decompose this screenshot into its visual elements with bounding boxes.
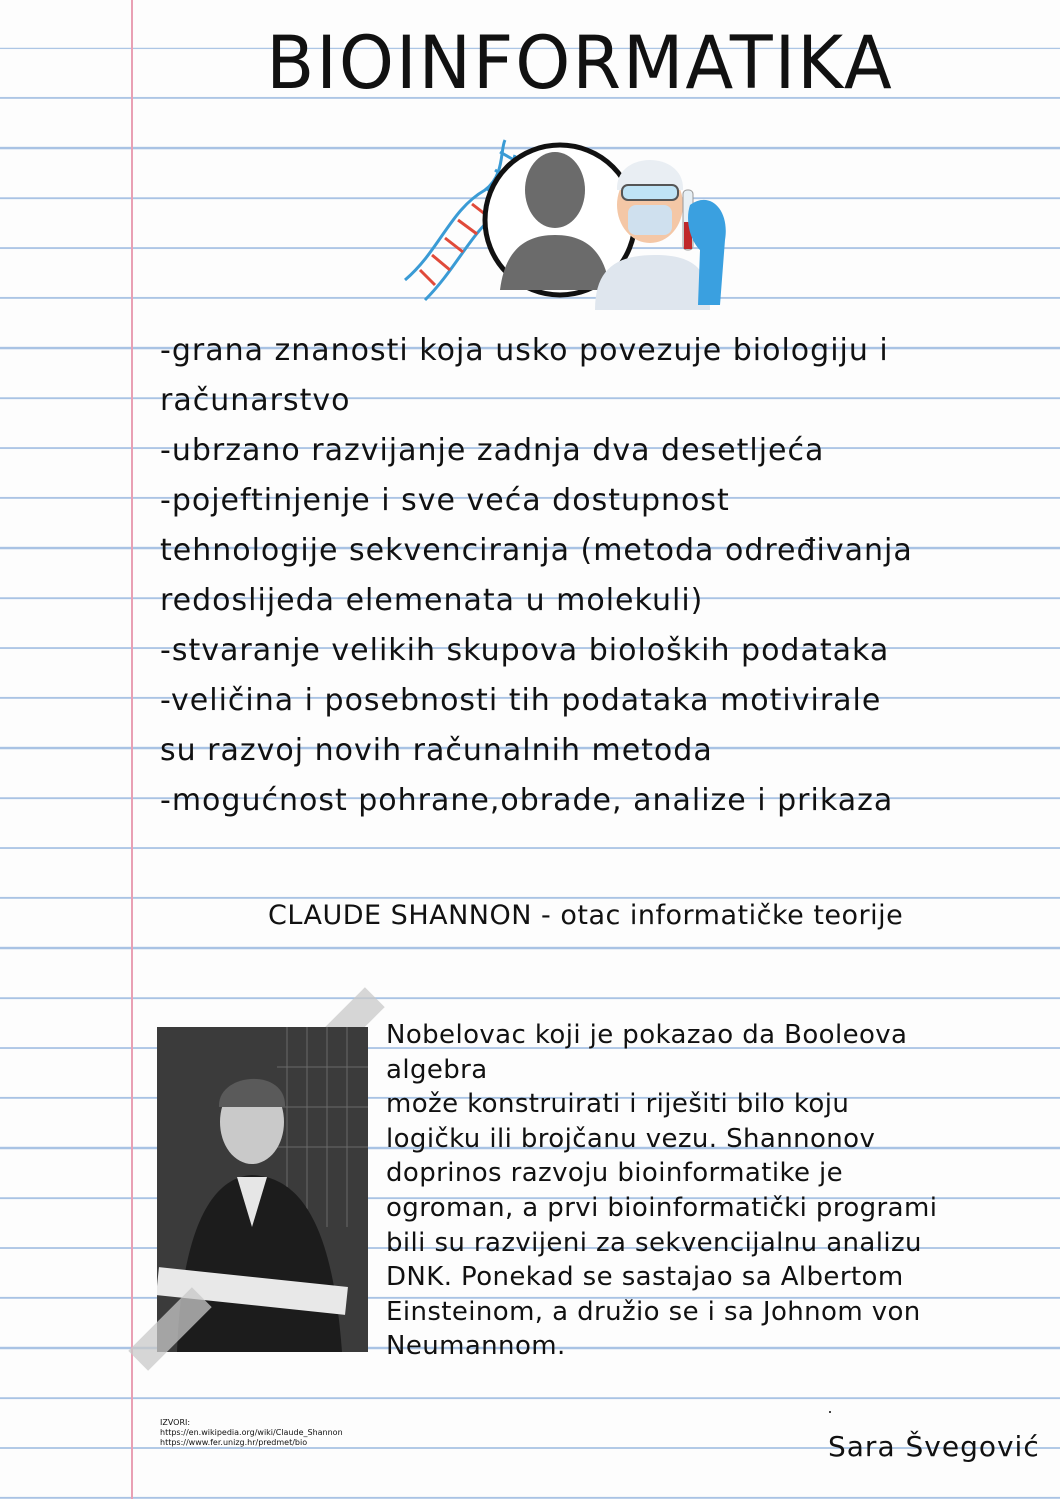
bio-line: logičku ili brojčanu vezu. Shannonov — [386, 1123, 876, 1154]
photo-frame — [120, 995, 380, 1385]
bio-line: bili su razvijeni za sekvencijalnu analizu — [386, 1227, 922, 1258]
bio-line: Einsteinom, a družio se i sa Johnom von — [386, 1296, 921, 1327]
bio-line: Nobelovac koji je pokazao da Booleova — [386, 1020, 908, 1050]
bio-line: može konstruirati i riješiti bilo koju — [386, 1089, 850, 1120]
bullet-line: -mogućnost pohrane,obrade, analize i prikaza — [160, 783, 894, 818]
bullet-line: -veličina i posebnosti tih podataka motivirale — [160, 683, 882, 718]
scientist-illustration-icon — [400, 130, 740, 310]
shannon-bio — [386, 1018, 1016, 1364]
bullet-line: računarstvo — [160, 383, 351, 418]
sources-heading: IZVORI: — [160, 1418, 191, 1427]
bio-line: DNK. Ponekad se sastajao sa Albertom — [386, 1262, 904, 1293]
bullet-line: tehnologije sekvenciranja (metoda određivanja — [160, 533, 913, 568]
bio-line: doprinos razvoju bioinformatike je — [386, 1158, 844, 1189]
section-heading: CLAUDE SHANNON - otac informatičke teorije — [268, 900, 904, 931]
bio-line: ogroman, a prvi bioinformatički programi — [386, 1192, 938, 1223]
page-title: BIOINFORMATIKA — [266, 19, 894, 107]
bullet-line: -ubrzano razvijanje zadnja dva desetljeća — [160, 433, 825, 468]
ink-dot — [829, 1411, 831, 1413]
bullet-line: -pojeftinjenje i sve veća dostupnost — [160, 483, 730, 518]
bullet-line: -stvaranje velikih skupova bioloških podataka — [160, 633, 890, 668]
bio-line: Neumannom. — [386, 1331, 566, 1362]
bullet-list — [160, 326, 1020, 826]
hero-illustration — [400, 130, 740, 310]
bullet-line: su razvoj novih računalnih metoda — [160, 733, 713, 768]
bullet-line: -grana znanosti koja usko povezuje biologiju i — [160, 333, 889, 368]
author-signature: Sara Švegović — [828, 1430, 1040, 1463]
source-link[interactable]: https://www.fer.unizg.hr/predmet/bio — [160, 1438, 308, 1447]
bio-line: algebra — [386, 1054, 488, 1085]
sources-block — [160, 1418, 343, 1448]
source-link[interactable]: https://en.wikipedia.org/wiki/Claude_Shannon — [160, 1428, 343, 1437]
bullet-line: redoslijeda elemenata u molekuli) — [160, 583, 704, 618]
